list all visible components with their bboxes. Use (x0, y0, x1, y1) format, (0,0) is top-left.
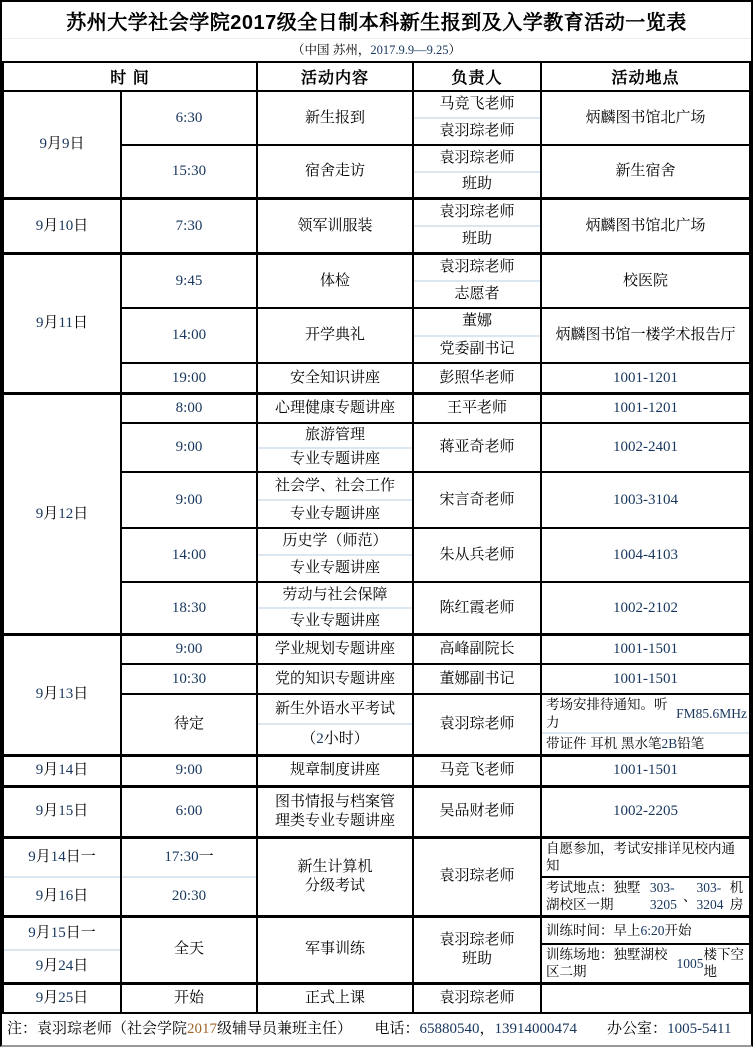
location-cell (541, 755, 750, 786)
cell-line (122, 876, 256, 915)
numeric-text: 6:30 (175, 109, 203, 126)
date-cell (3, 254, 121, 394)
numeric-text: 9 (35, 803, 44, 820)
cell-line (542, 788, 749, 836)
date-cell (3, 983, 121, 1013)
footer-text: 级辅导员兼班主任） 电话： (217, 1019, 420, 1037)
time-cell (121, 664, 257, 694)
activity-cell (257, 983, 413, 1013)
date-cell (3, 199, 121, 254)
cell-line: 心理健康专题讲座 (275, 399, 396, 417)
cell-line: 校医院 (623, 271, 669, 289)
time-cell (121, 837, 257, 916)
location-cell (541, 472, 750, 528)
cell-line (542, 424, 749, 471)
cell-line: 志愿者 (414, 280, 540, 307)
cell-line: 专业专题讲座 (258, 607, 412, 633)
cell-line (542, 757, 749, 785)
activity-cell (257, 786, 413, 837)
numeric-text: 19:00 (171, 369, 207, 386)
cell-line (542, 395, 749, 422)
numeric-text: 14 (58, 762, 74, 779)
person-cell (413, 837, 541, 916)
cell-line: 新生外语水平考试 (275, 699, 396, 717)
numeric-text: 65880540 (419, 1020, 480, 1037)
numeric-text: 9 (35, 762, 44, 779)
cell-line: 党委副书记 (414, 335, 540, 363)
numeric-text: 14:00 (171, 327, 207, 344)
cell-line: 马竞飞老师 (439, 761, 515, 779)
numeric-text: 1005 (676, 955, 704, 971)
numeric-text: 9 (28, 848, 36, 865)
numeric-text: 303-3205 (649, 879, 677, 913)
footer-note (2, 1014, 751, 1045)
cell-line: 董娜 (462, 312, 493, 330)
numeric-text: FM85.6MHz (676, 705, 747, 721)
time-cell (121, 983, 257, 1013)
table-row (3, 755, 750, 786)
table-row (3, 254, 750, 309)
cell-line (542, 473, 749, 527)
activity-cell (257, 916, 413, 983)
numeric-text: 20:30 (171, 887, 207, 904)
cell-line: 9 月 15 日一 (28, 923, 96, 941)
date-cell (3, 91, 121, 199)
location-cell (541, 786, 750, 837)
cell-line (542, 583, 749, 633)
numeric-text: 1003-3104 (613, 491, 678, 508)
table-row (3, 786, 750, 837)
cell-line: 训练时间：早上 6:20 开始 (546, 922, 692, 938)
location-cell (541, 199, 750, 254)
cell-line: 吴品财老师 (439, 802, 515, 820)
person-cell (413, 755, 541, 786)
time-cell (121, 472, 257, 528)
header-row (3, 62, 750, 91)
cell-line: 高峰副院长 (439, 640, 515, 658)
location-cell (541, 254, 750, 309)
numeric-text: 1002-2102 (613, 599, 678, 616)
column-header-location: 活动地点 (541, 62, 750, 91)
cell-line: 专业专题讲座 (258, 554, 412, 581)
cell-line: 专业专题讲座 (258, 499, 412, 527)
numeric-text: 9 (39, 136, 47, 153)
person-cell (413, 472, 541, 528)
cell-line (542, 529, 749, 581)
cell-line: 9 月 25 日 (35, 988, 89, 1006)
numeric-text: 12 (58, 505, 74, 522)
activity-cell (257, 582, 413, 635)
time-cell (121, 582, 257, 635)
column-header-activity: 活动内容 (257, 62, 413, 91)
cell-line: 9 月 16 日 (4, 876, 120, 915)
activity-cell (257, 254, 413, 309)
cell-line: 袁羽琮老师 (439, 867, 515, 885)
cell-line: 马竞飞老师 (439, 95, 515, 113)
cell-line: 正式上课 (305, 988, 366, 1006)
cell-line: 劳动与社会保障 (282, 585, 388, 603)
person-cell (413, 635, 541, 665)
cell-line: 9 月 12 日 (35, 504, 89, 522)
footer-text: 办公室： (577, 1019, 668, 1037)
numeric-text: 1001-1501 (613, 670, 678, 687)
cell-line: 班助 (414, 171, 540, 198)
person-cell (413, 582, 541, 635)
cell-line: 军事训练 (305, 940, 366, 958)
numeric-text: 9 (35, 686, 44, 703)
time-cell (121, 199, 257, 254)
activity-cell (257, 837, 413, 916)
time-cell (121, 394, 257, 424)
activity-cell (257, 664, 413, 694)
cell-line: 体检 (320, 271, 351, 289)
cell-line: 王平老师 (447, 399, 508, 417)
person-cell (413, 254, 541, 309)
cell-line (122, 473, 256, 527)
numeric-text: 6:20 (640, 922, 665, 938)
numeric-text: 1001-1201 (613, 400, 678, 417)
person-cell (413, 394, 541, 424)
person-cell (413, 199, 541, 254)
location-cell (541, 423, 750, 472)
time-cell (121, 254, 257, 309)
cell-line: 17:30 一 (164, 847, 214, 865)
table-row (3, 916, 750, 983)
person-cell (413, 786, 541, 837)
cell-line: 班助 (462, 949, 493, 967)
time-cell (121, 423, 257, 472)
person-cell (413, 983, 541, 1013)
cell-line: 袁羽琮老师 (439, 988, 515, 1006)
numeric-text: 8:00 (175, 400, 203, 417)
table-header (3, 62, 750, 91)
numeric-text: 1001-1201 (613, 369, 678, 386)
cell-line (542, 636, 749, 663)
numeric-text: 9 (36, 315, 44, 332)
footer-text: ， (479, 1019, 495, 1037)
time-cell (121, 635, 257, 665)
numeric-text: 9 (28, 924, 36, 941)
numeric-text: 15 (50, 924, 66, 941)
cell-line: 新生报到 (305, 108, 366, 126)
numeric-text: 1004-4103 (613, 546, 678, 563)
numeric-text: 9 (35, 957, 44, 974)
cell-line: 带证件 耳机 黑水笔 2B 铅笔 (542, 732, 749, 754)
cell-line: 9 月 14 日 (35, 761, 89, 779)
numeric-text: 7:30 (175, 217, 203, 234)
numeric-text: 303-3204 (696, 879, 724, 913)
person-cell (413, 145, 541, 199)
activity-cell (257, 91, 413, 145)
time-cell (121, 528, 257, 582)
cell-line: 规章制度讲座 (290, 761, 381, 779)
footer-year-text: 2017 (187, 1020, 218, 1037)
numeric-text: 2B (661, 736, 678, 752)
cell-line (122, 255, 256, 307)
cell-line: 专业专题讲座 (258, 447, 412, 472)
footer-text: 注：袁羽琮老师（社会学院 (7, 1019, 188, 1037)
location-cell (541, 983, 750, 1013)
cell-line: 袁羽琮老师 (439, 203, 515, 221)
table-row (3, 635, 750, 665)
cell-line (122, 92, 256, 144)
time-cell (121, 145, 257, 199)
cell-line: 旅游管理 (305, 425, 366, 443)
activity-cell (257, 694, 413, 755)
cell-line: 新生宿舍 (615, 162, 676, 180)
numeric-text: 15:30 (171, 163, 207, 180)
cell-line: 图书情报与档案管 (275, 792, 396, 810)
location-cell (541, 528, 750, 582)
numeric-text: 9 (62, 136, 70, 153)
person-cell (413, 363, 541, 394)
date-cell (3, 916, 121, 983)
cell-line: 党的知识专题讲座 (275, 669, 396, 687)
activity-cell (257, 308, 413, 363)
table-row (3, 199, 750, 254)
cell-line (122, 309, 256, 362)
numeric-text: 10 (58, 217, 74, 234)
person-cell (413, 308, 541, 363)
numeric-text: 6:00 (175, 803, 203, 820)
cell-line: 袁羽琮老师 (439, 258, 515, 276)
numeric-text: 16 (58, 887, 74, 904)
time-cell (121, 363, 257, 394)
numeric-text: 9:00 (175, 439, 203, 456)
cell-line: 安全知识讲座 (290, 368, 381, 386)
numeric-text: 17:30 (164, 848, 199, 865)
numeric-text: 9 (35, 217, 44, 234)
cell-line (122, 788, 256, 836)
cell-line: 考场安排待通知。听力 FM85.6MHz (546, 697, 747, 730)
cell-line (122, 529, 256, 581)
numeric-text: 9:00 (175, 641, 203, 658)
cell-line: 自愿参加，考试安排详见校内通知 (546, 840, 736, 874)
cell-line: 袁羽琮老师 (439, 714, 515, 732)
cell-line: 全天 (174, 940, 205, 958)
location-cell (541, 394, 750, 424)
table-row (3, 983, 750, 1013)
column-header-time: 时 间 (3, 62, 257, 91)
location-cell (541, 363, 750, 394)
cell-line: 9 月 15 日 (35, 802, 89, 820)
cell-line: 新生计算机 (297, 857, 373, 875)
numeric-text: 2 (316, 731, 324, 748)
table-row (3, 91, 750, 145)
time-cell (121, 91, 257, 145)
cell-line (122, 395, 256, 422)
numeric-text: 1001-1501 (613, 762, 678, 779)
cell-line (542, 665, 749, 693)
schedule-table (2, 61, 751, 1014)
numeric-text: 10:30 (171, 670, 207, 687)
cell-line: 训练场地：独墅湖校区二期 1005 楼下空地 (542, 943, 749, 982)
person-cell (413, 694, 541, 755)
time-cell (121, 916, 257, 983)
cell-line: （ 2 小时） (258, 723, 412, 753)
location-cell (541, 635, 750, 665)
cell-line: 社会学、社会工作 (275, 476, 396, 494)
cell-line: 历史学（师范） (282, 532, 388, 550)
cell-line (122, 665, 256, 693)
time-cell (121, 755, 257, 786)
date-cell (3, 635, 121, 756)
table-row (3, 837, 750, 916)
location-cell (541, 694, 750, 755)
numeric-text: 1002-2205 (613, 803, 678, 820)
numeric-text: 13 (58, 686, 74, 703)
person-cell (413, 91, 541, 145)
cell-line: 袁羽琮老师 (439, 931, 515, 949)
numeric-text: 15 (58, 803, 74, 820)
person-cell (413, 528, 541, 582)
cell-line: 开学典礼 (305, 326, 366, 344)
cell-line: 分级考试 (305, 876, 366, 894)
cell-line (122, 364, 256, 392)
cell-line: 炳麟图书馆北广场 (585, 216, 706, 234)
page-subtitle: （中国 苏州，2017.9.9—9.25） (2, 38, 751, 61)
location-cell (541, 664, 750, 694)
activity-cell (257, 145, 413, 199)
location-cell (541, 91, 750, 145)
cell-line (122, 200, 256, 252)
cell-line: 炳麟图书馆一楼学术报告厅 (555, 326, 736, 344)
cell-line: 陈红霞老师 (439, 598, 515, 616)
numeric-text: 13914000474 (494, 1020, 578, 1037)
activity-cell (257, 472, 413, 528)
cell-line: 班助 (414, 225, 540, 252)
cell-line: 考试地点：独墅湖校区一期 303-3205 、 303-3204 机房 (542, 876, 749, 915)
cell-line (122, 757, 256, 785)
cell-line: 领军训服装 (297, 216, 373, 234)
date-cell (3, 786, 121, 837)
cell-line: 9 月 9 日 (39, 135, 85, 153)
activity-cell (257, 394, 413, 424)
cell-line: 袁羽琮老师 (439, 148, 515, 166)
numeric-text: 9 (35, 887, 44, 904)
cell-line (122, 636, 256, 663)
numeric-text: 2017.9.9—9.25 (370, 43, 449, 57)
cell-line (542, 364, 749, 392)
schedule-table-body (3, 91, 750, 1013)
location-cell (541, 145, 750, 199)
numeric-text: 25 (58, 989, 74, 1006)
cell-line: 9 月 11 日 (36, 314, 88, 332)
numeric-text: 9 (35, 989, 44, 1006)
cell-line: 宿舍走访 (305, 162, 366, 180)
numeric-text: 9:00 (175, 762, 203, 779)
cell-line: 理类专业专题讲座 (275, 811, 396, 829)
time-cell (121, 308, 257, 363)
activity-cell (257, 755, 413, 786)
cell-line: 9 月 24 日 (4, 949, 120, 982)
location-cell (541, 582, 750, 635)
numeric-text: 11 (58, 315, 73, 332)
location-cell (541, 308, 750, 363)
column-header-person: 负责人 (413, 62, 541, 91)
time-cell (121, 694, 257, 755)
location-cell (541, 916, 750, 983)
cell-line: 宋言奇老师 (439, 490, 515, 508)
numeric-text: 1005-5411 (667, 1020, 732, 1037)
numeric-text: 1001-1501 (613, 641, 678, 658)
activity-cell (257, 635, 413, 665)
cell-line: 袁羽琮老师 (414, 117, 540, 144)
cell-line: 9 月 10 日 (35, 216, 89, 234)
date-cell (3, 837, 121, 916)
numeric-text: 9:00 (175, 491, 203, 508)
activity-cell (257, 199, 413, 254)
numeric-text: 9:45 (175, 272, 203, 289)
numeric-text: 24 (58, 957, 74, 974)
numeric-text: 9 (35, 505, 44, 522)
cell-line: 待定 (174, 714, 205, 732)
date-cell (3, 394, 121, 635)
cell-line: 9 月 14 日一 (28, 847, 96, 865)
numeric-text: 14 (50, 848, 66, 865)
cell-line (122, 583, 256, 633)
activity-cell (257, 528, 413, 582)
cell-line: 彭照华老师 (439, 368, 515, 386)
time-cell (121, 786, 257, 837)
numeric-text: 18:30 (171, 599, 207, 616)
cell-line (542, 985, 749, 1012)
location-cell (541, 837, 750, 916)
numeric-text: 14:00 (171, 546, 207, 563)
cell-line: 学业规划专题讲座 (275, 640, 396, 658)
cell-line (122, 146, 256, 197)
cell-line: 开始 (174, 988, 205, 1006)
person-cell (413, 664, 541, 694)
activity-cell (257, 423, 413, 472)
page-title: 苏州大学社会学院2017级全日制本科新生报到及入学教育活动一览表 (66, 12, 687, 34)
activity-cell (257, 363, 413, 394)
cell-line: 朱从兵老师 (439, 545, 515, 563)
cell-line: 9 月 13 日 (35, 685, 89, 703)
cell-line: 董娜副书记 (439, 669, 515, 687)
table-row (3, 394, 750, 424)
cell-line (122, 424, 256, 471)
person-cell (413, 423, 541, 472)
cell-line: 蒋亚奇老师 (439, 438, 515, 456)
date-cell (3, 755, 121, 786)
numeric-text: 1002-2401 (613, 439, 678, 456)
person-cell (413, 916, 541, 983)
cell-line: 炳麟图书馆北广场 (585, 108, 706, 126)
